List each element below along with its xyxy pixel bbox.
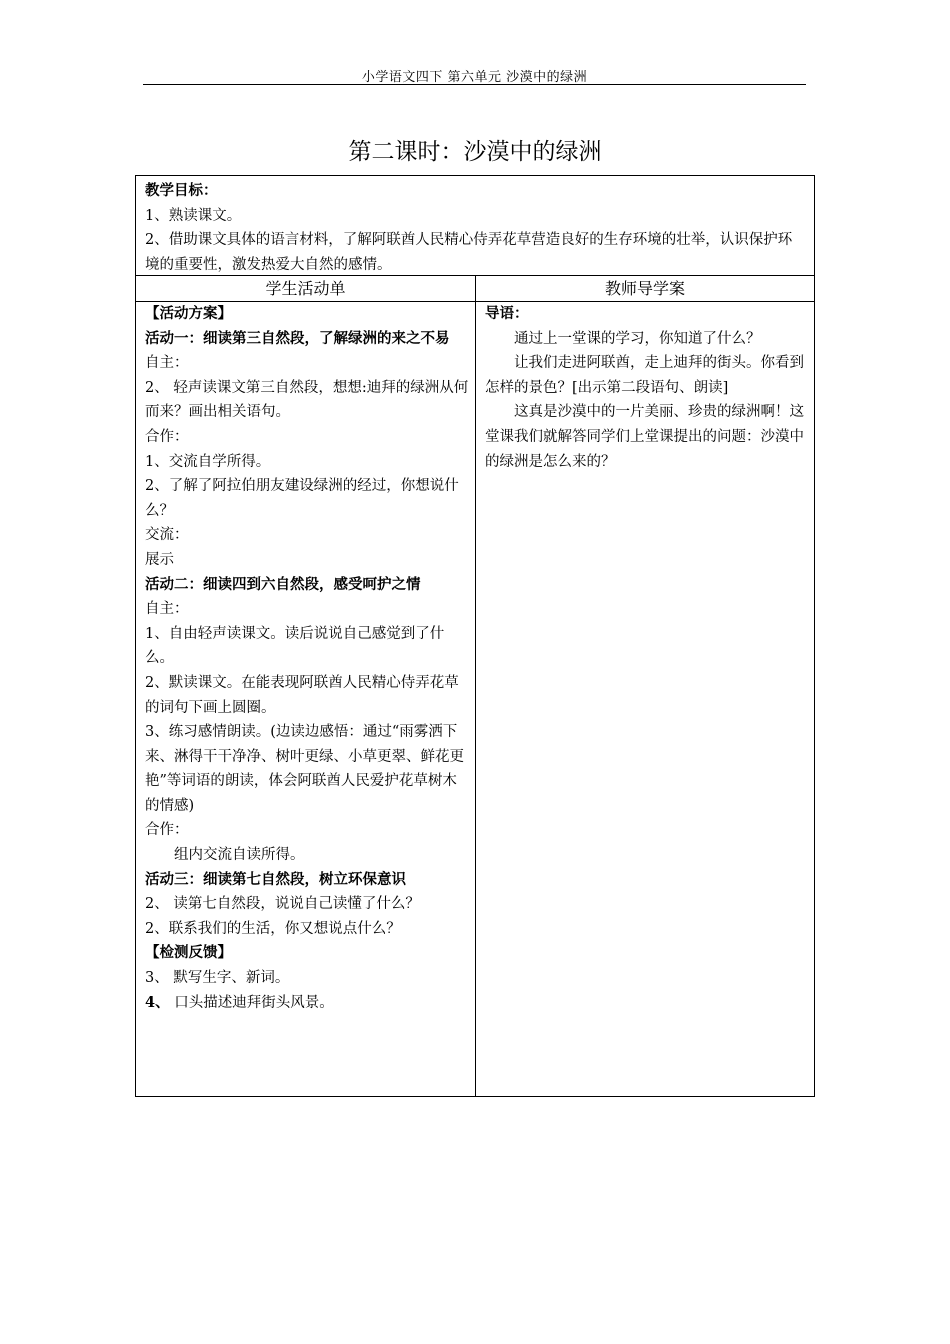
- student-activity-header: 学生活动单: [136, 276, 475, 302]
- lesson-title: 第二课时：沙漠中的绿洲: [348, 139, 602, 165]
- column-divider: [475, 276, 476, 1096]
- page-header: 小学语文四下 第六单元 沙漠中的绿洲: [361, 70, 588, 85]
- goal-item-2: 2、借助课文具体的语言材料，了解阿联酋人民精心侍弄花草营造良好的生存环境的壮举，认识保护环境的重要性，激发热爱大自然的感情。: [145, 232, 793, 273]
- activity-1-exchange-label: 交流：: [145, 527, 189, 544]
- activity-2-heading: 活动二：细读四到六自然段，感受呵护之情: [145, 575, 421, 593]
- activity-3-item-1: 2、 读第七自然段，说说自己读懂了什么？: [145, 896, 420, 913]
- activity-2-self-label: 自主：: [145, 601, 189, 618]
- intro-paragraph-3: 这真是沙漠中的一片美丽、珍贵的绿洲啊！这堂课我们就解答同学们上堂课提出的问题：沙漠中的绿洲是怎么来的？: [485, 404, 804, 470]
- activity-3-item-2: 2、联系我们的生活，你又想说点什么？: [145, 920, 401, 937]
- check-item-2: [145, 991, 469, 1016]
- activity-3-heading: 活动三：细读第七自然段，树立环保意识: [145, 870, 406, 888]
- activity-1-coop-item-2: 2、了解了阿拉伯朋友建设绿洲的经过，你想说什么？: [145, 478, 459, 519]
- activity-2-item-1: 1、自由轻声读课文。读后说说自己感觉到了什么。: [145, 625, 445, 667]
- teaching-goals: [136, 176, 814, 276]
- check-item-1: 3、 默写生字、新词。: [145, 970, 290, 987]
- activity-1-self-label: 自主：: [145, 355, 189, 372]
- activity-1-coop-item-1: 1、交流自学所得。: [145, 453, 271, 470]
- activity-1-show-label: 展示: [145, 551, 174, 568]
- check-heading: 【检测反馈】: [145, 944, 232, 962]
- activity-2-coop-label: 合作：: [145, 822, 189, 839]
- activity-2-item-3: 3、练习感情朗读。(边读边感悟：通过“雨雾洒下来、淋得干干净净、树叶更绿、小草更翠、鲜花更艳”等词语的朗读，体会阿联酋人民爱护花草树木的情感): [145, 724, 464, 814]
- activity-2-coop-item: 组内交流自读所得。: [174, 847, 305, 864]
- activity-1-heading: 活动一：细读第三自然段，了解绿洲的来之不易: [145, 329, 450, 347]
- header-rule: [143, 84, 806, 85]
- goals-heading: 教学目标：: [145, 182, 218, 199]
- activity-2-item-2: 2、默读课文。在能表现阿联酋人民精心侍弄花草的词句下画上圆圈。: [145, 674, 459, 716]
- check-item-2-text: 口头描述迪拜街头风景。: [169, 994, 334, 1011]
- goal-item-1: 1、熟读课文。: [145, 207, 242, 224]
- plan-heading: 【活动方案】: [145, 305, 232, 322]
- intro-heading: 导语：: [485, 305, 529, 322]
- teacher-guide-header: 教师导学案: [476, 276, 814, 302]
- student-activity-column: [145, 302, 469, 1015]
- intro-paragraph-2: 让我们走进阿联酋，走上迪拜的街头。你看到怎样的景色？[出示第二段语句、朗读]: [485, 355, 804, 396]
- activity-1-self-item: 2、 轻声读课文第三自然段，想想:迪拜的绿洲从何而来？画出相关语句。: [145, 379, 469, 421]
- lesson-table: [135, 175, 815, 1097]
- activity-1-coop-label: 合作：: [145, 428, 189, 445]
- teacher-guide-column: [485, 302, 807, 474]
- check-item-2-number: 4、: [145, 993, 170, 1011]
- intro-paragraph-1: 通过上一堂课的学习，你知道了什么？: [514, 330, 761, 347]
